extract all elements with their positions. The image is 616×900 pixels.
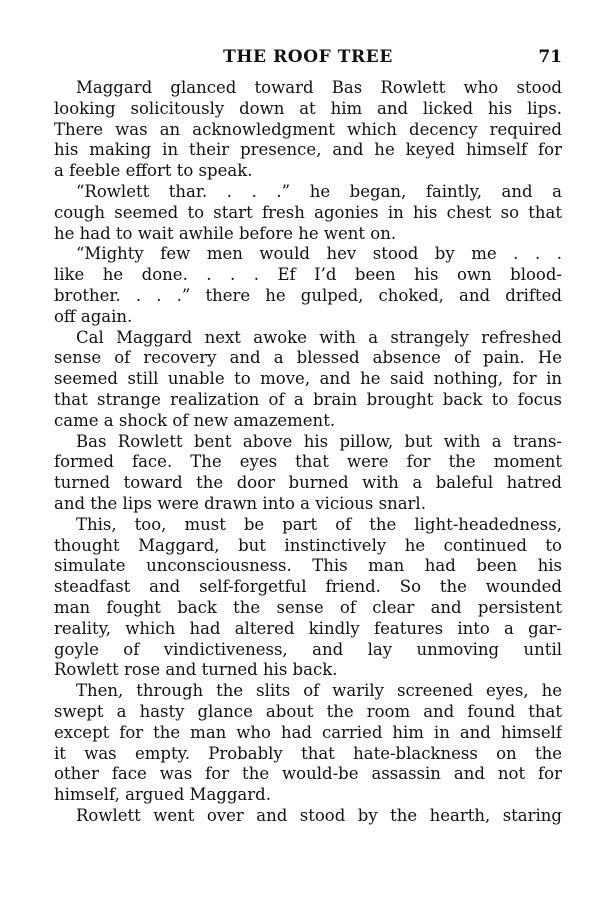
text-line: There was an acknowledgment which decency required — [54, 119, 562, 139]
text-line: looking solicitously down at him and licked his lips. — [54, 98, 562, 118]
text-line: man fought back the sense of clear and persistent — [54, 597, 562, 617]
body-text — [54, 78, 562, 827]
text-line: Cal Maggard next awoke with a strangely refreshed — [76, 327, 562, 347]
text-line: he had to wait awhile before he went on. — [54, 223, 397, 243]
text-line: a feeble effort to speak. — [54, 161, 253, 181]
text-line: turned toward the door burned with a baleful hatred — [54, 473, 562, 493]
text-line: like he done. . . . Ef I’d been his own blood- — [54, 265, 562, 285]
text-line: his making in their presence, and he keyed himself for — [54, 140, 562, 160]
text-line: seemed still unable to move, and he said nothing, for in — [54, 369, 562, 389]
text-line: it was empty. Probably that hate-blackness on the — [54, 743, 562, 763]
text-line: This, too, must be part of the light-headedness, — [76, 514, 562, 534]
text-line: except for the man who had carried him in and himself — [54, 722, 562, 742]
text-line: reality, which had altered kindly features into a gar- — [54, 618, 562, 638]
text-line: off again. — [54, 306, 133, 326]
text-line: “Rowlett thar. . . .” he began, faintly, and a — [76, 181, 562, 201]
text-line: Bas Rowlett bent above his pillow, but with a trans- — [76, 431, 562, 451]
text-line: that strange realization of a brain brought back to focus — [54, 389, 562, 409]
text-line: formed face. The eyes that were for the moment — [54, 452, 562, 472]
text-line: other face was for the would-be assassin and not for — [54, 764, 562, 784]
running-head: THE ROOF TREE — [223, 47, 393, 67]
text-line: came a shock of new amazement. — [54, 410, 336, 430]
text-line: Then, through the slits of warily screened eyes, he — [76, 681, 562, 701]
text-line: himself, argued Maggard. — [54, 785, 271, 805]
text-line: “Mighty few men would hev stood by me . . . — [76, 244, 562, 264]
text-line: Rowlett went over and stood by the hearth, staring — [76, 805, 562, 825]
text-line: swept a hasty glance about the room and found that — [54, 701, 562, 721]
text-line: and the lips were drawn into a vicious snarl. — [54, 493, 426, 513]
text-line: sense of recovery and a blessed absence of pain. He — [54, 348, 562, 368]
text-line: Rowlett rose and turned his back. — [54, 660, 338, 680]
text-line: simulate unconsciousness. This man had been his — [54, 556, 562, 576]
text-line: thought Maggard, but instinctively he continued to — [54, 535, 562, 555]
text-line: brother. . . .” there he gulped, choked, and drifted — [54, 285, 562, 305]
page-number: 71 — [538, 47, 562, 67]
text-line: cough seemed to start fresh agonies in his chest so that — [54, 202, 562, 222]
page-header — [54, 46, 562, 70]
text-line: steadfast and self-forgetful friend. So the wounded — [54, 577, 562, 597]
text-line: goyle of vindictiveness, and lay unmoving until — [54, 639, 562, 659]
text-line: Maggard glanced toward Bas Rowlett who stood — [76, 78, 562, 97]
